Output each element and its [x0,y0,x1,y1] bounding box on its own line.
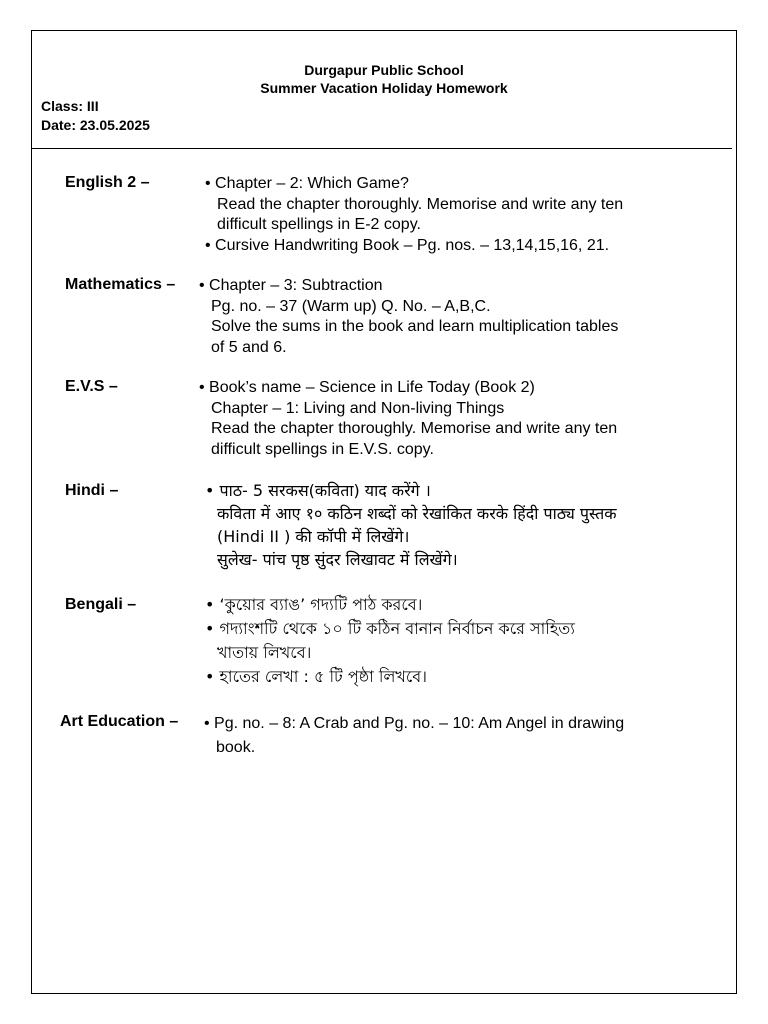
task-line: Chapter – 1: Living and Non-living Things [211,399,505,417]
task-line: • গদ্যাংশটি থেকে ১০ টি কঠিন বানান নির্বাচন করে সাহিত্য [205,619,575,638]
task-line: of 5 and 6. [211,338,287,356]
task-line: कविता में आए १० कठिन शब्दों को रेखांकित करके हिंदी पाठ्य पुस्तक [217,504,617,523]
task-line: book. [216,739,256,756]
subject-art-education: Art Education – [60,713,179,730]
task-line: सुलेख- पांच पृष्ठ सुंदर लिखावट में लिखेंगे। [217,550,458,569]
task-line: • Cursive Handwriting Book – Pg. nos. – 13,14,15,16, 21. [205,236,610,254]
mathematics-tasks [199,276,618,358]
hindi-tasks [205,479,617,571]
evs-tasks [199,378,617,460]
task-line: difficult spellings in E.V.S. copy. [211,440,434,458]
english-tasks [205,174,623,256]
task-line: • Chapter – 3: Subtraction [199,277,383,294]
task-line: Read the chapter thoroughly. Memorise and write any ten [217,195,624,213]
subject-mathematics: Mathematics – [65,276,176,293]
task-line: • Book’s name – Science in Life Today (Book 2) [199,379,535,396]
task-line: • ‘কুয়োর ব্যাঙ’ গদ্যটি পাঠ করবে। [205,595,423,614]
school-name: Durgapur Public School [304,62,464,78]
subject-english: English 2 – [65,174,150,191]
task-line: Pg. no. – 37 (Warm up) Q. No. – A,B,C. [211,297,491,315]
task-line: difficult spellings in E-2 copy. [217,216,421,233]
task-line: • Pg. no. – 8: A Crab and Pg. no. – 10: Am Angel in drawing [204,715,625,732]
subject-hindi: Hindi – [65,482,119,499]
document-title: Summer Vacation Holiday Homework [260,80,508,96]
subject-bengali: Bengali – [65,596,137,613]
art-education-tasks [204,712,624,760]
task-line: • হাতের লেখা : ৫ টি পৃষ্ঠা লিখবে। [205,667,427,686]
task-line: Read the chapter thoroughly. Memorise and write any ten [211,420,618,437]
task-line: Solve the sums in the book and learn multiplication tables [211,318,619,335]
bengali-tasks [205,593,575,689]
task-line: খাতায় লিখবে। [217,643,312,662]
task-line: • पाठ- 5 सरकस(कविता) याद करेंगे । [205,481,431,500]
subject-evs: E.V.S – [65,378,118,395]
task-line: • Chapter – 2: Which Game? [205,175,409,192]
class-label: Class: III [41,98,99,114]
date-label: Date: 23.05.2025 [41,117,150,133]
header-divider [32,148,732,149]
task-line: (Hindi II ) की कॉपी में लिखेंगे। [217,527,410,546]
